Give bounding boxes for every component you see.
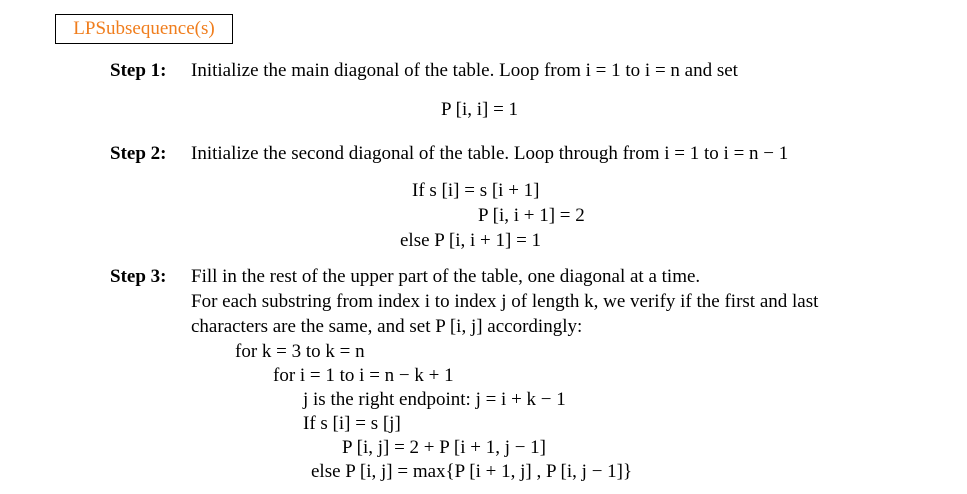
step2-text: Initialize the second diagonal of the table. Loop through from i = 1 to i = n − 1 [191,143,789,164]
algo-outer-loop: for k = 3 to k = n [235,341,365,362]
step2-else-line: else P [i, i + 1] = 1 [400,230,542,251]
algo-inner-loop: for i = 1 to i = n − k + 1 [273,365,454,386]
step2-if-line: If s [i] = s [i + 1] [412,180,540,201]
step1-label: Step 1: [110,60,167,81]
step3-label: Step 3: [110,266,167,287]
step3-text-line-3: characters are the same, and set P [i, j] accordingly: [191,316,583,337]
step3-text-line-2: For each substring from index i to index j of length k, we verify if the first and last [191,291,819,312]
algo-then: P [i, j] = 2 + P [i + 1, j − 1] [342,437,547,458]
step1-text: Initialize the main diagonal of the table. Loop from i = 1 to i = n and set [191,60,738,81]
step2-label: Step 2: [110,143,167,164]
step2-assign-line: P [i, i + 1] = 2 [478,205,585,226]
title-box [55,14,233,44]
algo-endpoint: j is the right endpoint: j = i + k − 1 [303,389,566,410]
procedure-title: LPSubsequence(s) [73,18,215,39]
algo-else: else P [i, j] = max{P [i + 1, j] , P [i, j − 1]} [311,461,633,482]
step1-formula: P [i, i] = 1 [441,99,519,120]
algo-if: If s [i] = s [j] [303,413,401,434]
step3-text-line-1: Fill in the rest of the upper part of the table, one diagonal at a time. [191,266,701,287]
